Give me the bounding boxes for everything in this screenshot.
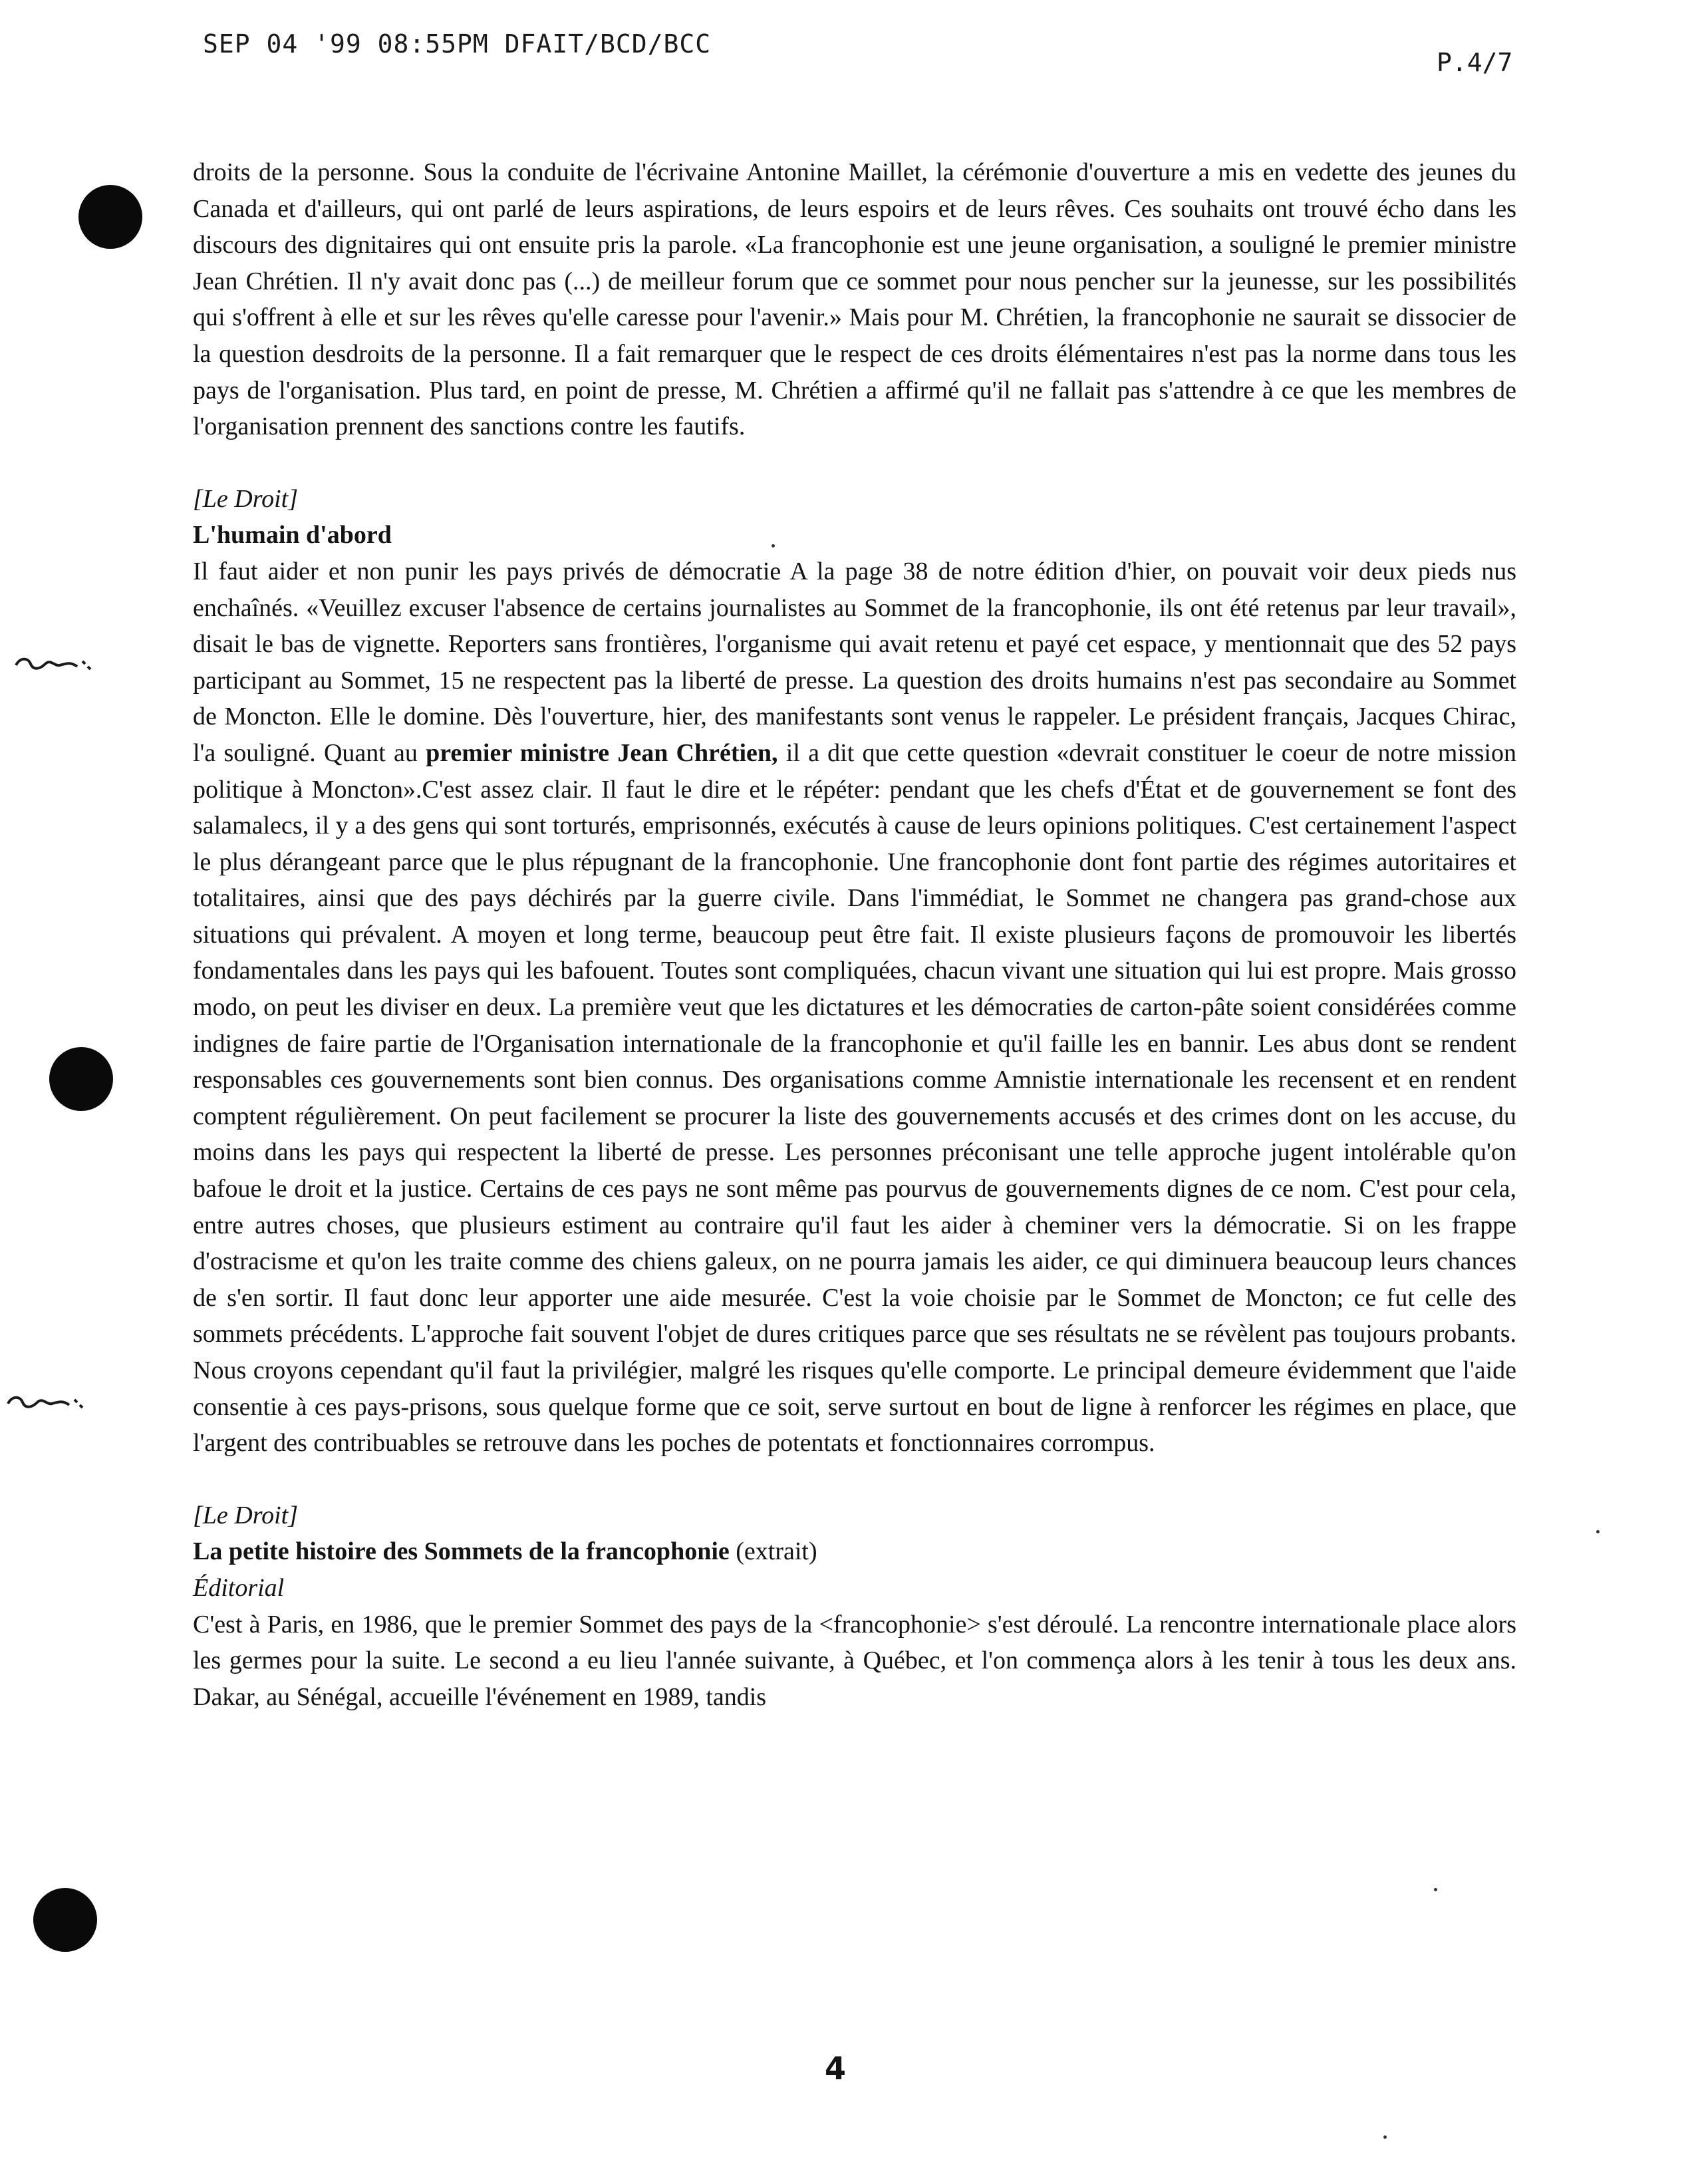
article-intro-paragraph: droits de la personne. Sous la conduite de l'écrivaine Antonine Maillet, la cérémonie d'ouverture a mis en vedette des jeunes du Canada et d'ailleurs, qui ont parlé de leurs aspirations, de leurs espoirs et de leurs rêves. Ces souhaits ont trouvé écho dans les discours des dignitaires qui ont ensuite pris la parole. «La francophonie est une jeune organisation, a souligné le premier ministre Jean Chrétien. Il n'y avait donc pas (...) de meilleur forum que ce sommet pour nous pencher sur la jeunesse, sur les possibilités qui s'offrent à elle et sur les rêves qu'elle caresse pour l'avenir.» Mais pour M. Chrétien, la francophonie ne saurait se dissocier de la question desdroits de la personne. Il a fait remarquer que le respect de ces droits élémentaires n'est pas la norme dans tous les pays de l'organisation. Plus tard, en point de presse, M. Chrétien a affirmé qu'il ne fallait pas s'attendre à ce que les membres de l'organisation prennent des sanctions contre les fautifs. (193, 158, 1516, 441)
page-number: 4 (825, 2050, 847, 2086)
article-body-text: il a dit que cette question «devrait constituer le coeur de notre mission politique à Moncton».C'est assez clair. Il faut le dire et le répéter: pendant que les chefs d'État et de gouvernement se font des salamalecs, il y a des gens qui sont torturés, emprisonnés, exécutés à cause de leurs opinions politiques. C'est certainement l'aspect le plus dérangeant parce que le plus répugnant de la francophonie. Une francophonie dont font partie des régimes autoritaires et totalitaires, ainsi que des pays déchirés par la guerre civile. Dans l'immédiat, le Sommet ne changera pas grand-chose aux situations qui prévalent. A moyen et long terme, beaucoup peut être fait. Il existe plusieurs façons de promouvoir les libertés fondamentales dans les pays qui les bafouent. Toutes sont compliquées, chacun vivant une situation qui lui est propre. Mais grosso modo, on peut les diviser en deux. La première veut que les dictatures et les démocraties de carton-pâte soient considérées comme indignes de faire partie de l'Organisation internationale de la francophonie et qu'il faille les en bannir. Les abus dont se rendent responsables ces gouvernements sont bien connus. Des organisations comme Amnistie internationale les recensent et en rendent comptent régulièrement. On peut facilement se procurer la liste des gouvernements accusés et des crimes dont on les accuse, du moins dans les pays qui respectent la liberté de presse. Les personnes préconisant une telle approche jugent intolérable qu'on bafoue le droit et la justice. Certains de ces pays ne sont même pas pourvus de gouvernements dignes de ce nom. C'est pour cela, entre autres choses, que plusieurs estiment au contraire qu'il faut les aider à cheminer vers la démocratie. Si on les frappe d'ostracisme et qu'on les traite comme des chiens galeux, on ne pourra jamais les aider, ce qui diminuera beaucoup leurs chances de s'en sortir. Il faut donc leur apporter une aide mesurée. C'est la voie choisie par le Sommet de Moncton; ce fut celle des sommets précédents. L'approche fait souvent l'objet de dures critiques parce que ses résultats ne se révèlent pas toujours probants. Nous croyons cependant qu'il faut la privilégier, malgré les risques qu'elle comporte. Le principal demeure évidemment que l'aide consentie à ces pays-prisons, sous quelque forme que ce soit, serve surtout en bout de ligne à renforcer les régimes en place, que l'argent des contribuables se retrouve dans les poches de potentats et fonctionnaires corrompus. (193, 738, 1516, 1458)
punch-hole-middle (49, 1047, 113, 1111)
punch-hole-bottom (33, 1888, 97, 1952)
margin-scribble-mark (5, 1390, 85, 1413)
scan-speck (1383, 2135, 1387, 2139)
fax-header: SEP 04 '99 08:55PM DFAIT/BCD/BCC (203, 29, 712, 59)
scan-speck (1434, 1888, 1437, 1891)
article-source: [Le Droit] (193, 1501, 299, 1529)
article-body-paragraph: C'est à Paris, en 1986, que le premier Sommet des pays de la <francophonie> s'est déroulé. La rencontre internationale place alors les germes pour la suite. Le second a eu lieu l'année suivante, à Québec, et l'on commença alors à les tenir à tous les deux ans. Dakar, au Sénégal, accueille l'événement en 1989, tandis (193, 1610, 1516, 1711)
margin-scribble-mark (13, 652, 93, 675)
article-headline-text: La petite histoire des Sommets de la francophonie (193, 1537, 730, 1566)
article-headline-suffix: (extrait) (729, 1537, 817, 1566)
article-source: [Le Droit] (193, 484, 299, 513)
punch-hole-top (78, 185, 142, 249)
article-headline: L'humain d'abord (193, 521, 392, 549)
article-kicker: Éditorial (193, 1573, 285, 1602)
article-body-emphasis: premier ministre Jean Chrétien, (426, 738, 778, 767)
article-body-paragraph (193, 553, 1516, 1462)
article-body-text: Il faut aider et non punir les pays privés de démocratie A la page 38 de notre édition d'hier, on pouvait voir deux pieds nus enchaînés. «Veuillez excuser l'absence de certains journalistes au Sommet de la francophonie, ils ont été retenus par leur travail», disait le bas de vignette. Reporters sans frontières, l'organisme qui avait retenu et payé cet espace, y mentionnait que des 52 pays participant au Sommet, 15 ne respectent pas la liberté de presse. La question des droits humains n'est pas secondaire au Sommet de Moncton. Elle le domine. Dès l'ouverture, hier, des manifestants sont venus le rappeler. Le président français, Jacques Chirac, l'a souligné. Quant au (193, 557, 1516, 767)
document-body (193, 154, 1516, 1715)
article-headline (193, 1533, 1516, 1570)
fax-page-reference: P.4/7 (1437, 48, 1513, 77)
scan-speck (1596, 1530, 1600, 1533)
